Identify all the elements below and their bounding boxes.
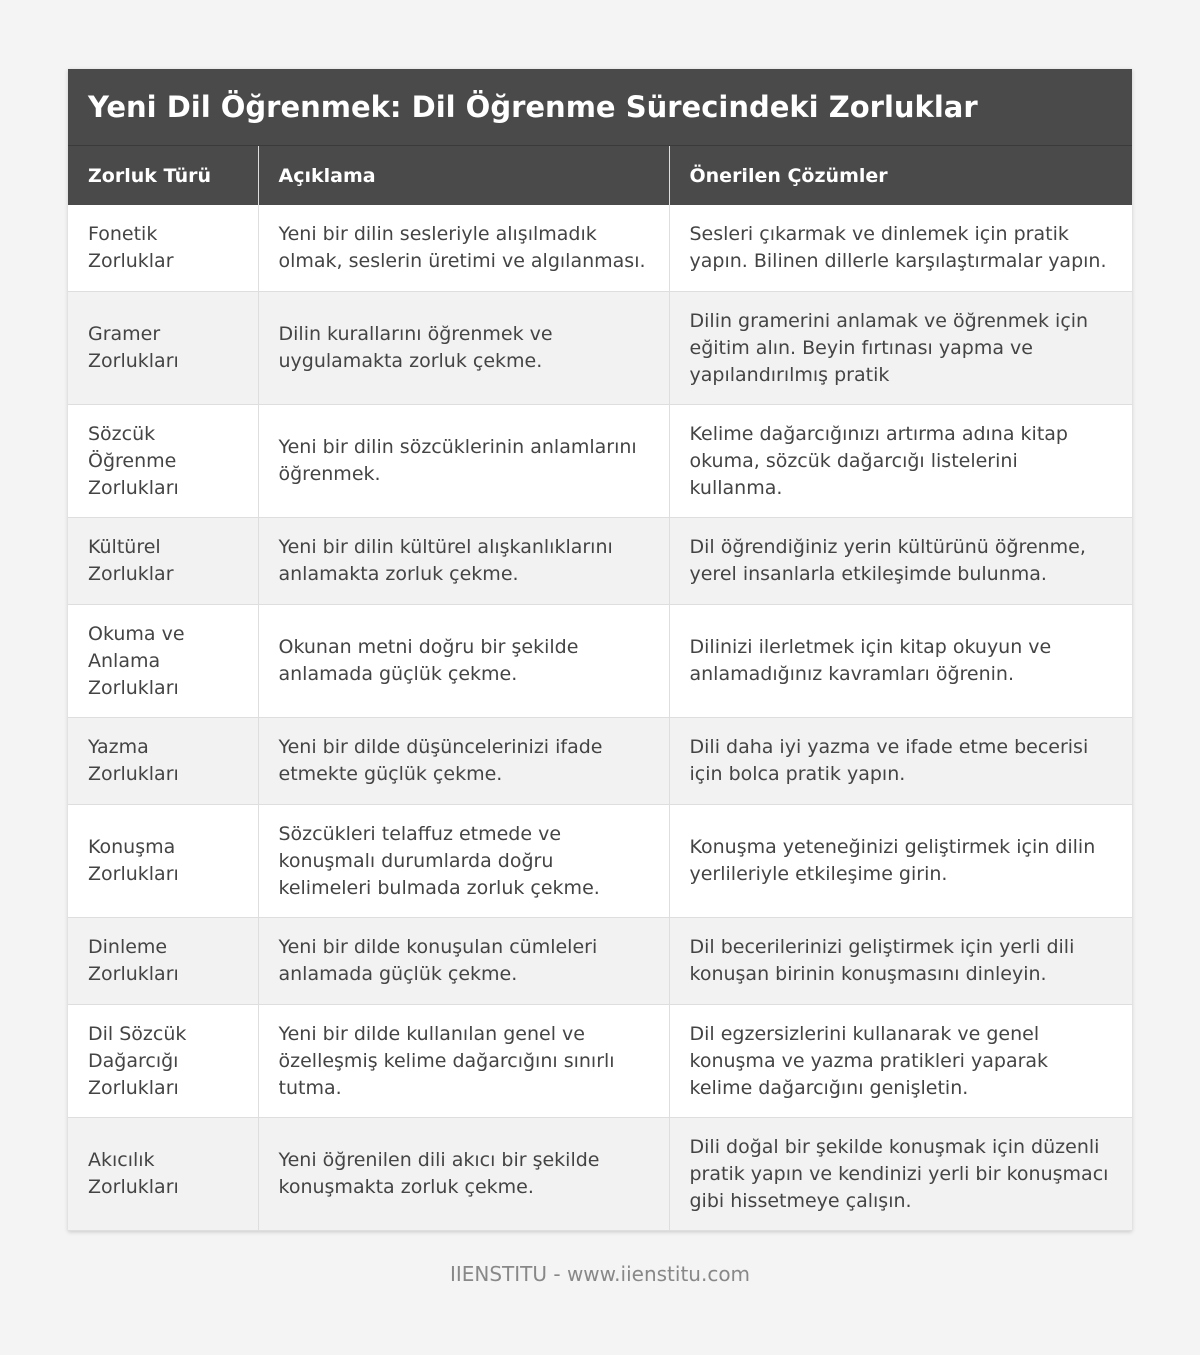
cell-description: Yeni bir dilin sözcüklerinin anlamlarını öğrenmek. [258, 405, 669, 518]
cell-type: Dinleme Zorlukları [68, 918, 258, 1005]
content-card [68, 69, 1132, 1231]
cell-type: Gramer Zorlukları [68, 292, 258, 405]
cell-description: Okunan metni doğru bir şekilde anlamada güçlük çekme. [258, 605, 669, 718]
cell-type: Fonetik Zorluklar [68, 205, 258, 292]
table-row [68, 718, 1132, 805]
page-title: Yeni Dil Öğrenmek: Dil Öğrenme Sürecindeki Zorluklar [88, 90, 978, 124]
column-header-solutions: Önerilen Çözümler [669, 146, 1132, 205]
table-row [68, 1005, 1132, 1118]
cell-type: Okuma ve Anlama Zorlukları [68, 605, 258, 718]
table-row [68, 805, 1132, 918]
cell-solution: Dil becerilerinizi geliştirmek için yerli dili konuşan birinin konuşmasını dinleyin. [669, 918, 1132, 1005]
cell-solution: Dilinizi ilerletmek için kitap okuyun ve anlamadığınız kavramları öğrenin. [669, 605, 1132, 718]
cell-description: Yeni bir dilde kullanılan genel ve özelleşmiş kelime dağarcığını sınırlı tutma. [258, 1005, 669, 1118]
title-bar [68, 69, 1132, 146]
cell-type: Akıcılık Zorlukları [68, 1118, 258, 1231]
cell-solution: Dili doğal bir şekilde konuşmak için düzenli pratik yapın ve kendinizi yerli bir konuşmacı gibi hissetmeye çalışın. [669, 1118, 1132, 1231]
table-row [68, 518, 1132, 605]
cell-type: Kültürel Zorluklar [68, 518, 258, 605]
table-row [68, 1118, 1132, 1231]
footer-credit: IIENSTITU - www.iienstitu.com [449, 1262, 751, 1286]
column-header-description: Açıklama [258, 146, 669, 205]
cell-type: Konuşma Zorlukları [68, 805, 258, 918]
cell-type: Sözcük Öğrenme Zorlukları [68, 405, 258, 518]
challenges-table [68, 146, 1132, 1231]
cell-description: Yeni öğrenilen dili akıcı bir şekilde konuşmakta zorluk çekme. [258, 1118, 669, 1231]
cell-description: Sözcükleri telaffuz etmede ve konuşmalı durumlarda doğru kelimeleri bulmada zorluk çekme. [258, 805, 669, 918]
cell-description: Yeni bir dilin sesleriyle alışılmadık olmak, seslerin üretimi ve algılanması. [258, 205, 669, 292]
cell-description: Yeni bir dilde konuşulan cümleleri anlamada güçlük çekme. [258, 918, 669, 1005]
cell-solution: Dili daha iyi yazma ve ifade etme becerisi için bolca pratik yapın. [669, 718, 1132, 805]
cell-solution: Dilin gramerini anlamak ve öğrenmek için eğitim alın. Beyin fırtınası yapma ve yapılandırılmış pratik [669, 292, 1132, 405]
table-row [68, 205, 1132, 292]
table-row [68, 605, 1132, 718]
cell-type: Dil Sözcük Dağarcığı Zorlukları [68, 1005, 258, 1118]
cell-solution: Konuşma yeteneğinizi geliştirmek için dilin yerlileriyle etkileşime girin. [669, 805, 1132, 918]
cell-solution: Dil egzersizlerini kullanarak ve genel konuşma ve yazma pratikleri yaparak kelime dağarcığını genişletin. [669, 1005, 1132, 1118]
column-header-type: Zorluk Türü [68, 146, 258, 205]
cell-description: Dilin kurallarını öğrenmek ve uygulamakta zorluk çekme. [258, 292, 669, 405]
cell-solution: Kelime dağarcığınızı artırma adına kitap okuma, sözcük dağarcığı listelerini kullanma. [669, 405, 1132, 518]
cell-solution: Dil öğrendiğiniz yerin kültürünü öğrenme, yerel insanlarla etkileşimde bulunma. [669, 518, 1132, 605]
cell-type: Yazma Zorlukları [68, 718, 258, 805]
table-row [68, 918, 1132, 1005]
cell-description: Yeni bir dilin kültürel alışkanlıklarını anlamakta zorluk çekme. [258, 518, 669, 605]
table-header-row [68, 146, 1132, 205]
table-row [68, 405, 1132, 518]
cell-description: Yeni bir dilde düşüncelerinizi ifade etmekte güçlük çekme. [258, 718, 669, 805]
table-row [68, 292, 1132, 405]
cell-solution: Sesleri çıkarmak ve dinlemek için pratik yapın. Bilinen dillerle karşılaştırmalar yapın. [669, 205, 1132, 292]
